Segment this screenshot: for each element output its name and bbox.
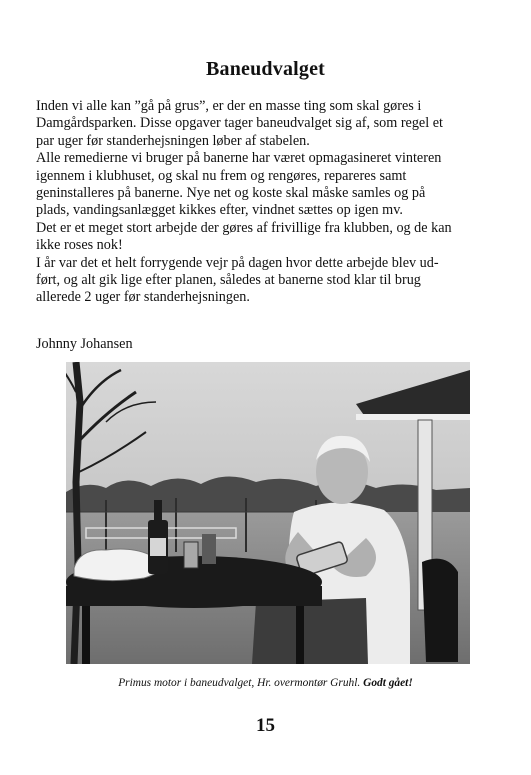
caption-emphasis: Godt gået! <box>363 677 413 689</box>
body-line: Damgårdsparken. Disse opgaver tager baneudvalget sig af, som regel et <box>36 115 443 132</box>
caption-text: Primus motor i baneudvalget, Hr. overmontør Gruhl. <box>118 677 361 689</box>
author-name: Johnny Johansen <box>36 336 133 352</box>
body-line: Inden vi alle kan ”gå på grus”, er der en masse ting som skal gøres i <box>36 98 422 114</box>
page-number: 15 <box>256 715 275 736</box>
body-line: ikke roses nok! <box>36 237 123 254</box>
body-line: ført, og alt gik lige efter planen, således at banerne stod klar til brug <box>36 272 421 289</box>
photo-caption <box>0 677 531 689</box>
photo-illustration <box>66 362 470 664</box>
body-line: plads, vandingsanlægget kikkes efter, vindnet sættes op igen mv. <box>36 202 403 219</box>
body-line: I år var det et helt forrygende vejr på dagen hvor dette arbejde blev ud- <box>36 254 439 271</box>
body-line: igennem i klubhuset, og skal nu frem og rengøres, repareres samt <box>36 167 407 184</box>
body-line: Alle remedierne vi bruger på banerne har været opmagasineret vinteren <box>36 150 442 167</box>
article-title: Baneudvalget <box>205 58 326 80</box>
body-line: geninstalleres på banerne. Nye net og koste skal måske samles og på <box>36 185 426 202</box>
article-body <box>36 98 498 307</box>
article-photo <box>66 362 470 664</box>
body-line: Det er et meget stort arbejde der gøres af frivillige fra klubben, og de kan <box>36 219 452 236</box>
body-line: allerede 2 uger før standerhejsningen. <box>36 289 250 306</box>
body-line: par uger før standerhejsningen løber af stabelen. <box>36 132 310 149</box>
